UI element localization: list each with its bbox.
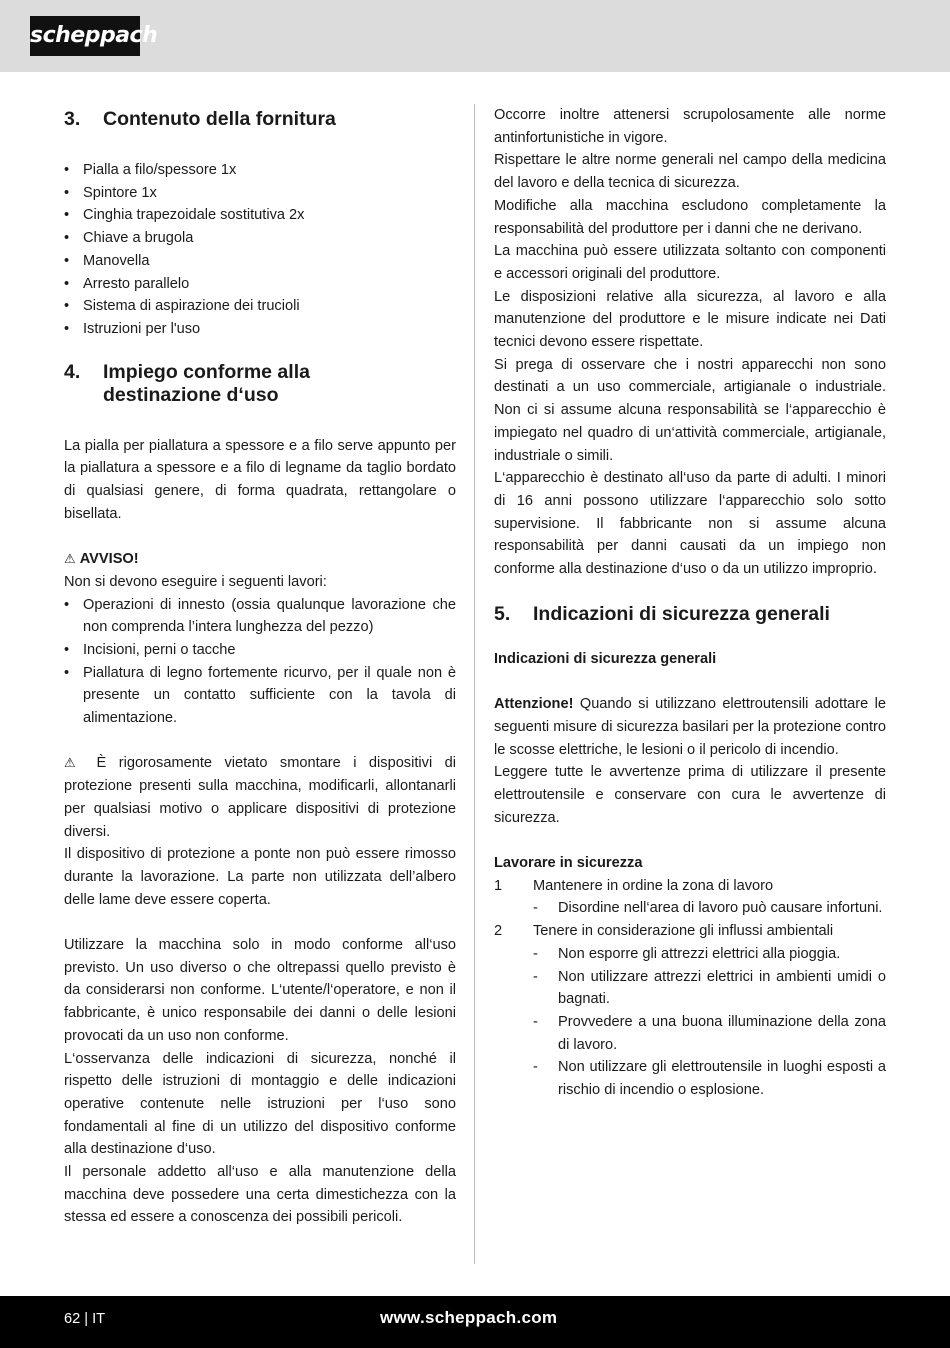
- paragraph: Rispettare le altre norme generali nel campo della medicina del lavoro e della tecnica di sicurezza.: [494, 152, 886, 192]
- page-footer: [0, 1296, 950, 1348]
- column-divider: [474, 104, 475, 1264]
- work-safely-title: Lavorare in sicurezza: [494, 855, 643, 872]
- list-item: • Pialla a filo/spessore 1x: [64, 159, 456, 182]
- list-item: • Chiave a brugola: [64, 227, 456, 250]
- paragraph: Occorre inoltre attenersi scrupolosamente alle norme antinfortunistiche in vigore.: [494, 107, 886, 146]
- website-url: www.scheppach.com: [380, 1308, 558, 1327]
- forbidden-work-list: [64, 594, 456, 730]
- section-3-heading: 3. Contenuto della fornitura: [64, 108, 336, 130]
- list-item: • Piallatura di legno fortemente ricurvo, per il quale non è presente un contatto sufficiente con la tavola di alimentazione.: [64, 662, 456, 730]
- use-paragraph: Utilizzare la macchina solo in modo conforme all‘uso previsto. Un uso diverso o che oltrepassi quello previsto è da considerarsi non conforme. L‘utente/l‘operatore, e non il fabbricante, è unico responsabile dei danni o delle lesioni provocati da un uso non conforme.: [64, 937, 456, 1044]
- list-item: • Operazioni di innesto (ossia qualunque lavorazione che non comprenda l’intera lunghezza del pezzo): [64, 594, 456, 639]
- list-item: • Cinghia trapezoidale sostitutiva 2x: [64, 204, 456, 227]
- paragraph: Modifiche alla macchina escludono completamente la responsabilità del produttore per i danni che ne derivano.: [494, 197, 886, 237]
- intended-use-paragraph: La pialla per piallatura a spessore e a filo serve appunto per la piallatura a spessore e a filo di legname da taglio bordato di qualsiasi genere, di forma quadrata, rettangolare o bisellata.: [64, 437, 456, 522]
- observe-paragraph: L‘osservanza delle indicazioni di sicurezza, nonché il rispetto delle istruzioni di montaggio e delle indicazioni operative contenute nelle istruzioni per l‘uso sono fondamentali al fine di un utilizzo del dispositivo conforme alla destinazione d‘uso.: [64, 1050, 456, 1158]
- paragraph: Si prega di osservare che i nostri apparecchi non sono destinati a un uso commerciale, artigianale o industriale. Non ci si assume alcuna responsabilità se l‘apparecchio è impiegato nel quadro di un‘attività commerciale, artigianale, industriale o simili.: [494, 356, 886, 464]
- attention-paragraph: Attenzione! Quando si utilizzano elettroutensili adottare le seguenti misure di sicurezza basilari per la protezione contro le scosse elettriche, le lesioni o il pericolo di incendio.: [494, 696, 886, 758]
- paragraph: L‘apparecchio è destinato all‘uso da parte di adulti. I minori di 16 anni possono utilizzare l‘apparecchio solo sotto supervisione. Il fabbricante non si assume alcuna responsabilità per danni causati da un impiego non conforme alla destinazione d‘uso o da un utilizzo improprio.: [494, 470, 886, 578]
- warning-icon: ⚠: [64, 755, 85, 771]
- scheppach-logo: scheppach: [30, 16, 140, 56]
- list-item: • Arresto parallelo: [64, 273, 456, 296]
- bridge-guard-paragraph: Il dispositivo di protezione a ponte non può essere rimosso durante la lavorazione. La parte non utilizzata dell’albero delle lame deve essere coperta.: [64, 846, 456, 908]
- sub-item: - Non esporre gli attrezzi elettrici alla pioggia.: [533, 945, 841, 962]
- section-4-heading: 4. Impiego conforme alla destinazione d‘uso: [64, 360, 310, 406]
- delivery-contents-list: [64, 159, 456, 341]
- warning-icon: ⚠: [64, 551, 76, 567]
- warning-heading: ⚠ AVVISO!: [64, 551, 139, 568]
- numbered-item: 2 Tenere in considerazione gli influssi ambientali: [494, 923, 834, 940]
- section-5-heading: 5. Indicazioni di sicurezza generali: [494, 602, 830, 625]
- warning-text: Non si devono eseguire i seguenti lavori:: [64, 573, 327, 590]
- list-item: • Incisioni, perni o tacche: [64, 639, 456, 662]
- list-item: • Manovella: [64, 250, 456, 273]
- list-item: • Istruzioni per l'uso: [64, 318, 456, 341]
- left-column: [64, 104, 456, 1229]
- subsection-title: Indicazioni di sicurezza generali: [494, 650, 717, 667]
- paragraph: La macchina può essere utilizzata soltanto con componenti e accessori originali del produttore.: [494, 243, 886, 282]
- sub-item: - Non utilizzare gli elettroutensile in luoghi esposti a rischio di incendio o esplosione.: [533, 1059, 886, 1099]
- staff-paragraph: Il personale addetto all‘uso e alla manutenzione della macchina deve possedere una certa dimestichezza con la stessa ed essere a conoscenza dei possibili pericoli.: [64, 1164, 456, 1226]
- list-item: • Spintore 1x: [64, 182, 456, 205]
- sub-item: - Non utilizzare attrezzi elettrici in ambienti umidi o bagnati.: [533, 968, 886, 1008]
- forbidden-paragraph: ⚠ È rigorosamente vietato smontare i dispositivi di protezione presenti sulla macchina, modificarli, allontanarli per qualsiasi motivo o applicare dispositivi di protezione diversi.: [64, 755, 456, 840]
- read-warnings-paragraph: Leggere tutte le avvertenze prima di utilizzare il presente elettroutensile e conservare con cura le avvertenze di sicurezza.: [494, 764, 886, 826]
- numbered-item: 1 Mantenere in ordine la zona di lavoro: [494, 877, 774, 894]
- paragraph: Le disposizioni relative alla sicurezza, al lavoro e alla manutenzione del produttore e le misure indicate nei Dati tecnici devono essere rispettate.: [494, 288, 886, 351]
- sub-item: - Provvedere a una buona illuminazione della zona di lavoro.: [533, 1013, 886, 1053]
- right-column: [494, 104, 886, 1102]
- list-item: • Sistema di aspirazione dei trucioli: [64, 295, 456, 318]
- sub-item: - Disordine nell‘area di lavoro può causare infortuni.: [533, 900, 883, 917]
- page-number: 62 | IT: [64, 1311, 106, 1327]
- page-header: [0, 0, 950, 72]
